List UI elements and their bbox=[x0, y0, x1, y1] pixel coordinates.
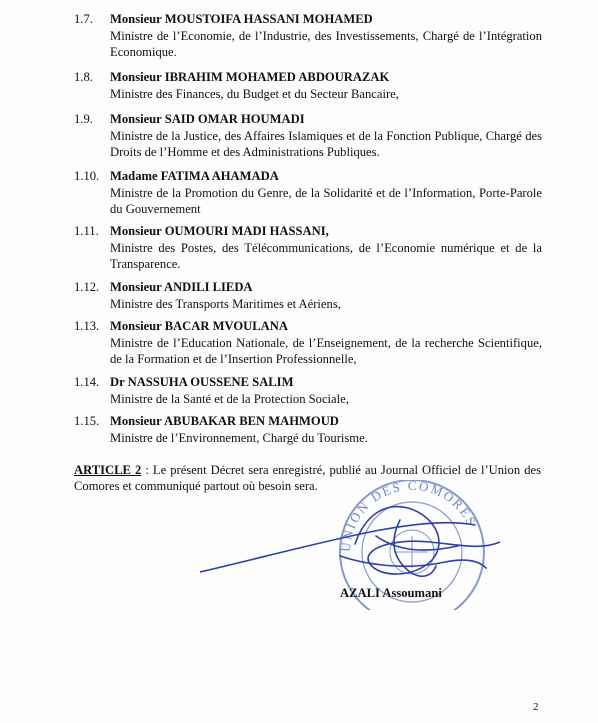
member-role: Ministre de la Santé et de la Protection Sociale, bbox=[110, 392, 349, 406]
entry-number: 1.13. bbox=[74, 319, 100, 333]
member-role: Ministre de l’Environnement, Chargé du Tourisme. bbox=[110, 431, 368, 445]
member-role: Ministre des Finances, du Budget et du Secteur Bancaire, bbox=[110, 87, 399, 101]
member-name: Monsieur IBRAHIM MOHAMED ABDOURAZAK bbox=[110, 70, 390, 84]
entry-number: 1.9. bbox=[74, 112, 93, 126]
entry-number: 1.11. bbox=[74, 224, 99, 238]
signer-name: AZALI Assoumani bbox=[340, 586, 442, 600]
article-text: : Le présent Décret sera enregistré, publié au Journal Officiel de l’Union des Comores et communiqué partout où besoin sera. bbox=[74, 463, 541, 493]
seal-text: UNION DES COMORES bbox=[337, 480, 481, 553]
entry-number: 1.10. bbox=[74, 169, 100, 183]
member-name: Monsieur SAID OMAR HOUMADI bbox=[110, 112, 305, 126]
member-name: Monsieur ANDILI LIEDA bbox=[110, 280, 253, 294]
entry-number: 1.14. bbox=[74, 375, 100, 389]
member-name: Monsieur BACAR MVOULANA bbox=[110, 319, 288, 333]
entry-number: 1.12. bbox=[74, 280, 100, 294]
page-number: 2 bbox=[533, 701, 539, 713]
member-role: Ministre des Postes, des Télécommunications, de l’Economie numérique et de la Transparence. bbox=[110, 241, 542, 271]
member-name: Dr NASSUHA OUSSENE SALIM bbox=[110, 375, 294, 389]
entry-number: 1.15. bbox=[74, 414, 100, 428]
member-name: Monsieur MOUSTOIFA HASSANI MOHAMED bbox=[110, 12, 373, 26]
entry-number: 1.8. bbox=[74, 70, 93, 84]
member-role: Ministre de la Promotion du Genre, de la Solidarité et de l’Information, Porte-Parole du Gouvernement bbox=[110, 186, 542, 216]
member-name: Madame FATIMA AHAMADA bbox=[110, 169, 279, 183]
member-role: Ministre des Transports Maritimes et Aériens, bbox=[110, 297, 341, 311]
member-name: Monsieur OUMOURI MADI HASSANI, bbox=[110, 224, 329, 238]
member-name: Monsieur ABUBAKAR BEN MAHMOUD bbox=[110, 414, 339, 428]
member-role: Ministre de l’Education Nationale, de l’Enseignement, de la recherche Scientifique, de la Formation et de l’Insertion Professionnelle, bbox=[110, 336, 542, 366]
member-role: Ministre de la Justice, des Affaires Islamiques et de la Fonction Publique, Chargé des Droits de l’Homme et des Administrations Publiques. bbox=[110, 129, 542, 159]
member-role: Ministre de l’Economie, de l’Industrie, des Investissements, Chargé de l’Intégration Economique. bbox=[110, 29, 542, 59]
article-label: ARTICLE 2 bbox=[74, 463, 142, 477]
entry-number: 1.7. bbox=[74, 12, 93, 26]
